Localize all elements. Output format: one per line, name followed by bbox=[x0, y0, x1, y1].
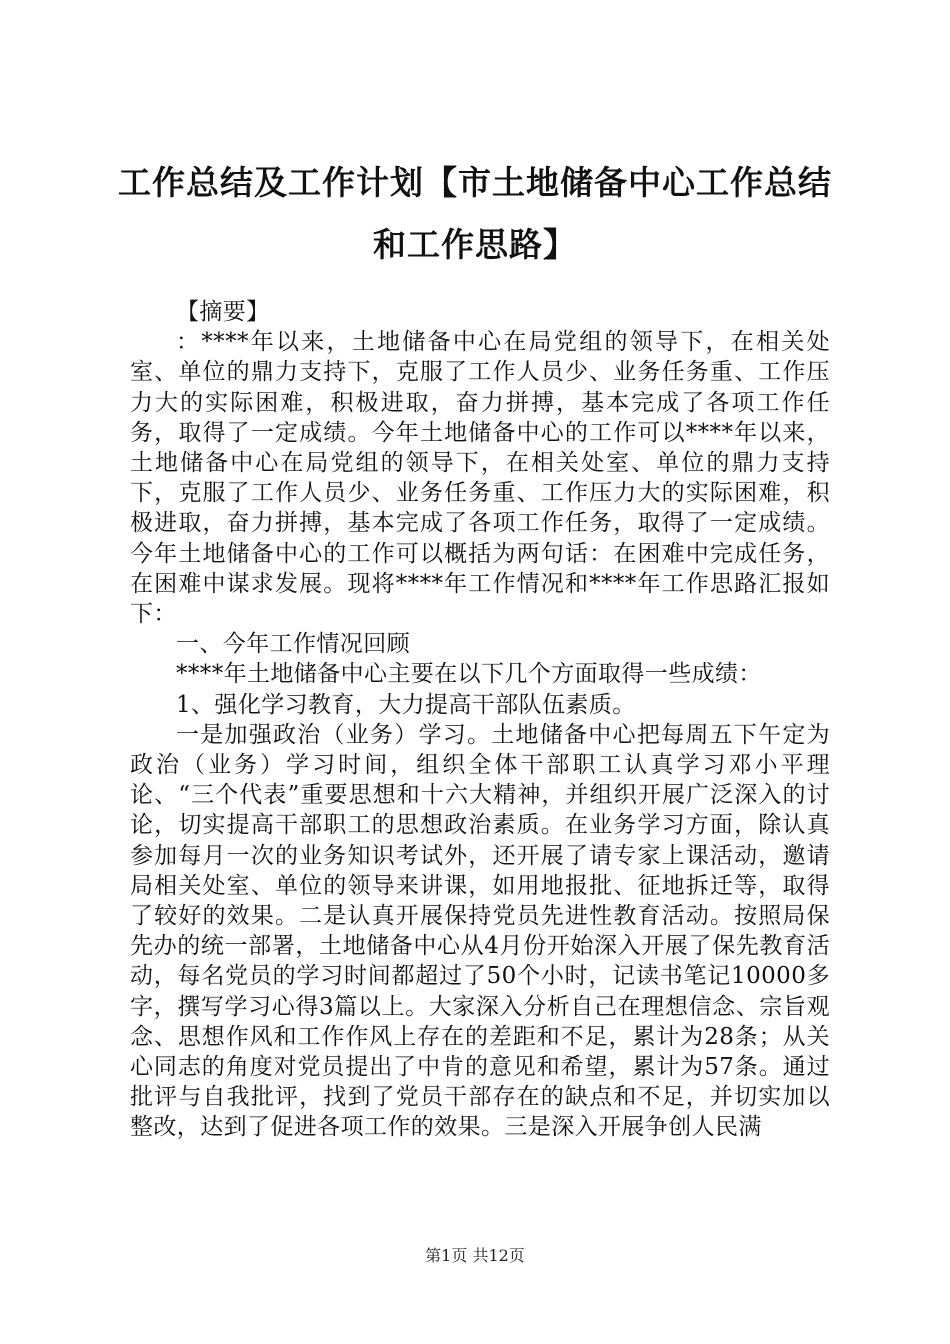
page-footer: 第1页 共12页 bbox=[425, 1246, 525, 1265]
document-title: 工作总结及工作计划【市土地储备中心工作总结和工作思路】 bbox=[118, 163, 832, 264]
paragraph-body: 一是加强政治（业务）学习。土地储备中心把每周五下午定为政治（业务）学习时间，组织全体干部职工认真学习邓小平理论、“三个代表”重要思想和十六大精神，并组织开展广泛深入的讨论，切实提高干部职工的思想政治素质。在业务学习方面，除认真参加每月一次的业务知识考试外，还开展了请专家上课活动，邀请局相关处室、单位的领导来讲课，如用地报批、征地拆迁等，取得了较好的效果。二是认真开展保持党员先进性教育活动。按照局保先办的统一部署，土地储备中心从4月份开始深入开展了保先教育活动，每名党员的学习时间都超过了50个小时，记读书笔记10000多字，撰写学习心得3篇以上。大家深入分析自己在理想信念、宗旨观念、思想作风和工作作风上存在的差距和不足，累计为28条；从关心同志的角度对党员提出了中肯的意见和希望，累计为57条。通过批评与自我批评，找到了党员干部存在的缺点和不足，并切实加以整改，达到了促进各项工作的效果。三是深入开展争创人民满 bbox=[130, 721, 830, 1141]
paragraph-abstract: ：****年以来，土地储备中心在局党组的领导下，在相关处室、单位的鼎力支持下，克服了工作人员少、业务任务重、工作压力大的实际困难，积极进取，奋力拼搏，基本完成了各项工作任务，取得了一定成绩。今年土地储备中心的工作可以****年以来，土地储备中心在局党组的领导下，在相关处室、单位的鼎力支持下，克服了工作人员少、业务任务重、工作压力大的实际困难，积极进取，奋力拼搏，基本完成了各项工作任务，取得了一定成绩。今年土地储备中心的工作可以概括为两句话：在困难中完成任务，在困难中谋求发展。现将****年工作情况和****年工作思路汇报如下： bbox=[130, 329, 830, 628]
paragraph-abstract-heading: 【摘要】 bbox=[176, 299, 270, 325]
document-body bbox=[130, 297, 830, 1143]
paragraph-subheading: 1、强化学习教育，大力提高干部队伍素质。 bbox=[176, 691, 636, 718]
paragraph-intro: ****年土地储备中心主要在以下几个方面取得一些成绩： bbox=[176, 661, 762, 688]
paragraph-section-heading: 一、今年工作情况回顾 bbox=[176, 631, 410, 658]
